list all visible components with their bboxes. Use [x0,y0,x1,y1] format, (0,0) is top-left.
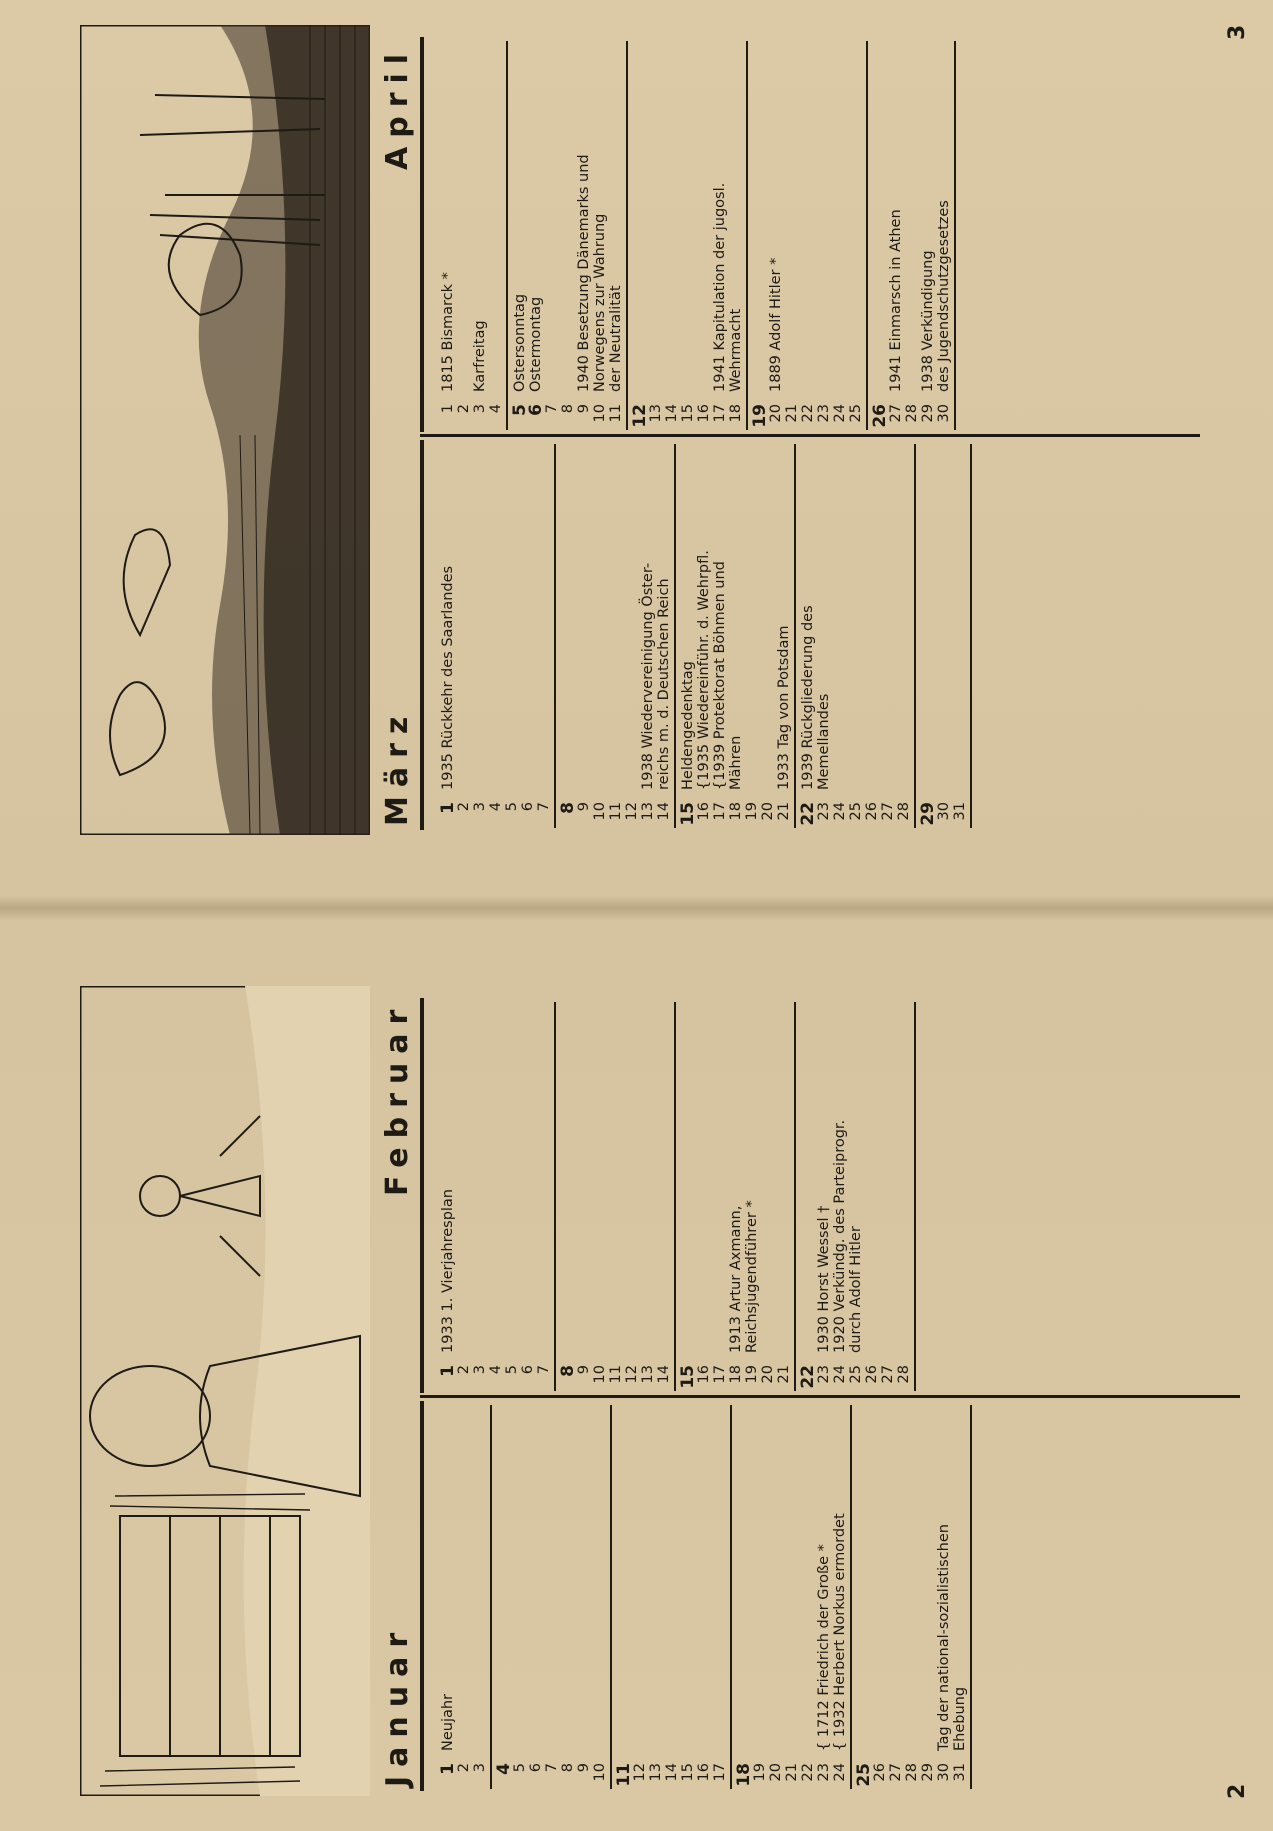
week-separator [554,444,556,828]
day-number: 7 [544,404,560,414]
day-event: Reichsjugendführer * [744,1200,760,1353]
week-block [680,440,792,830]
week-separator [506,41,508,430]
week-block [800,440,912,830]
week-separator [730,1405,732,1789]
week-block [440,37,504,432]
day-number: 10 [592,1763,608,1782]
day-number: 17 [712,1365,728,1384]
day-number: 10 [592,404,608,423]
day-number: 26 [864,1365,880,1384]
week-separator [914,444,916,828]
week-block [680,998,792,1393]
day-number: 28 [904,404,920,423]
day-number: 2 [456,1365,472,1375]
day-number: 11 [608,404,624,423]
week-block [496,1401,608,1791]
page-januar-februar [0,961,1273,1831]
day-event: Karfreitag [472,320,488,392]
day-number: 6 [528,1763,544,1773]
day-number: 16 [696,1365,712,1384]
week-block [752,37,864,432]
day-number: 21 [784,1763,800,1782]
month-title-april: April [380,44,415,170]
day-number: 18 [728,802,744,821]
day-number: 8 [558,1365,578,1377]
week-separator [610,1405,612,1789]
day-number: 3 [472,1365,488,1375]
day-event: {1939 Protektorat Böhmen und [712,561,728,790]
week-separator [866,41,868,430]
day-number: 5 [512,1763,528,1773]
day-number: 3 [472,404,488,414]
day-event: Heldengedenktag [680,661,696,790]
day-number: 3 [472,1763,488,1773]
week-separator [954,41,956,430]
day-number: 14 [656,1365,672,1384]
day-event: reichs m. d. Deutschen Reich [656,578,672,790]
month-rule-januar [420,1401,424,1791]
day-number: 15 [678,802,698,826]
day-number: 5 [504,1365,520,1375]
week-separator [914,1002,916,1391]
week-block [560,440,672,830]
day-number: 12 [630,404,650,428]
day-number: 12 [624,802,640,821]
day-number: 13 [640,1365,656,1384]
day-event: 1941 Kapitulation der jugosl. [712,182,728,392]
week-separator [626,41,628,430]
day-number: 20 [760,1365,776,1384]
day-number: 23 [816,404,832,423]
day-event: der Neutralität [608,285,624,392]
week-block [856,1401,968,1791]
day-number: 12 [632,1763,648,1782]
day-number: 19 [752,1763,768,1782]
day-number: 27 [888,404,904,423]
day-number: 18 [734,1763,754,1787]
day-number: 22 [798,1365,818,1389]
day-number: 22 [798,802,818,826]
day-number: 23 [816,802,832,821]
day-number: 1 [438,1365,458,1377]
day-number: 29 [920,1763,936,1782]
month-rule-april [420,37,424,432]
day-number: 27 [880,802,896,821]
day-number: 6 [520,802,536,812]
week-block [872,37,952,432]
day-number: 30 [936,802,952,821]
week-block [736,1401,848,1791]
day-number: 26 [870,404,890,428]
month-rule-maerz [420,440,424,830]
day-number: 20 [768,1763,784,1782]
day-event: Mähren [728,735,744,790]
day-number: 16 [696,1763,712,1782]
week-block [440,1401,488,1791]
day-number: 14 [664,1763,680,1782]
day-number: 8 [560,404,576,414]
day-event: 1920 Verkündg. des Parteiprogr. [832,1119,848,1353]
day-number: 15 [680,404,696,423]
week-block [800,998,912,1393]
day-number: 15 [678,1365,698,1389]
week-separator [490,1405,492,1789]
week-separator [674,1002,676,1391]
day-number: 11 [608,802,624,821]
week-block [632,37,744,432]
month-divider [420,434,1200,437]
day-number: 28 [904,1763,920,1782]
day-event: Ostersonntag [512,293,528,392]
day-number: 19 [744,1365,760,1384]
day-number: 16 [696,404,712,423]
day-number: 25 [848,1365,864,1384]
day-number: 19 [750,404,770,428]
day-number: 21 [776,802,792,821]
day-number: 7 [544,1763,560,1773]
week-separator [794,444,796,828]
week-separator [850,1405,852,1789]
day-event: Memellandes [816,693,832,790]
day-event: 1889 Adolf Hitler * [768,257,784,392]
day-number: 25 [854,1763,874,1787]
day-number: 26 [872,1763,888,1782]
day-event: Neujahr [440,1693,456,1751]
day-number: 27 [888,1763,904,1782]
month-divider [420,1395,1240,1398]
winter-woodcut-illustration [80,986,370,1796]
day-number: 27 [880,1365,896,1384]
day-event: 1938 Verkündigung [920,250,936,392]
day-number: 10 [592,1365,608,1384]
day-number: 28 [896,1365,912,1384]
page-number-left: 2 [1225,1783,1250,1799]
day-number: 16 [696,802,712,821]
week-block [512,37,624,432]
day-number: 2 [456,1763,472,1773]
page-number-right: 3 [1225,24,1250,40]
day-event: { 1712 Friedrich der Große * [816,1544,832,1751]
day-number: 19 [744,802,760,821]
day-number: 8 [560,1763,576,1773]
day-number: 5 [510,404,530,416]
day-number: 9 [576,1763,592,1773]
day-event: 1815 Bismarck * [440,272,456,392]
day-event: {1935 Wiedereinführ. d. Wehrpfl. [696,550,712,790]
day-number: 4 [494,1763,514,1775]
day-number: 30 [936,1763,952,1782]
day-number: 5 [504,802,520,812]
day-number: 31 [952,802,968,821]
day-number: 28 [896,802,912,821]
day-number: 1 [440,404,456,414]
day-event: 1913 Artur Axmann, [728,1205,744,1353]
day-event: { 1932 Herbert Norkus ermordet [832,1513,848,1751]
day-number: 8 [558,802,578,814]
day-event: Tag der national-sozialistischen [936,1524,952,1751]
month-title-maerz: März [380,707,415,826]
day-number: 4 [488,802,504,812]
day-number: 25 [848,802,864,821]
day-number: 1 [438,1763,458,1775]
week-separator [674,444,676,828]
day-number: 25 [848,404,864,423]
day-number: 11 [608,1365,624,1384]
day-number: 6 [526,404,546,416]
page-fold [0,895,1273,921]
day-number: 4 [488,1365,504,1375]
day-number: 21 [776,1365,792,1384]
day-number: 17 [712,802,728,821]
day-event: 1941 Einmarsch in Athen [888,209,904,392]
day-number: 24 [832,404,848,423]
day-event: Norwegens zur Wahrung [592,213,608,392]
day-number: 24 [832,1763,848,1782]
day-number: 22 [800,404,816,423]
day-number: 9 [576,802,592,812]
day-number: 12 [624,1365,640,1384]
day-number: 14 [664,404,680,423]
day-number: 26 [864,802,880,821]
week-separator [970,1405,972,1789]
day-number: 18 [728,404,744,423]
day-number: 13 [640,802,656,821]
week-block [616,1401,728,1791]
day-number: 9 [576,404,592,414]
day-number: 13 [648,1763,664,1782]
day-number: 31 [952,1763,968,1782]
day-event: 1935 Rückkehr des Saarlandes [440,565,456,790]
day-event: Wehrmacht [728,308,744,392]
week-block [920,440,968,830]
day-number: 3 [472,802,488,812]
day-number: 23 [816,1365,832,1384]
day-event: 1939 Rückgliederung des [800,605,816,790]
day-number: 20 [760,802,776,821]
day-number: 4 [488,404,504,414]
day-number: 17 [712,1763,728,1782]
day-event: des Jugendschutzgesetzes [936,200,952,392]
day-number: 14 [656,802,672,821]
month-rule-februar [420,998,424,1393]
day-number: 24 [832,802,848,821]
day-number: 29 [920,404,936,423]
day-number: 15 [680,1763,696,1782]
day-number: 7 [536,1365,552,1375]
page-maerz-april [0,0,1273,870]
day-number: 9 [576,1365,592,1375]
week-separator [554,1002,556,1391]
day-number: 11 [614,1763,634,1787]
day-event: Ostermontag [528,296,544,392]
day-number: 2 [456,802,472,812]
day-number: 6 [520,1365,536,1375]
week-separator [746,41,748,430]
day-number: 30 [936,404,952,423]
week-block [440,998,552,1393]
day-event: Ehebung [952,1686,968,1751]
day-number: 23 [816,1763,832,1782]
week-block [440,440,552,830]
day-number: 17 [712,404,728,423]
day-event: 1940 Besetzung Dänemarks und [576,154,592,392]
day-number: 7 [536,802,552,812]
day-event: durch Adolf Hitler [848,1226,864,1353]
day-number: 1 [438,802,458,814]
day-event: 1938 Wiedervereinigung Öster- [640,562,656,790]
landscape-woodcut-illustration [80,25,370,835]
day-number: 2 [456,404,472,414]
week-separator [794,1002,796,1391]
day-number: 22 [800,1763,816,1782]
day-number: 13 [648,404,664,423]
day-event: 1933 Tag von Potsdam [776,625,792,790]
day-number: 24 [832,1365,848,1384]
day-number: 29 [918,802,938,826]
month-title-januar: Januar [380,1623,415,1787]
day-event: 1933 1. Vierjahresplan [440,1189,456,1353]
day-number: 10 [592,802,608,821]
day-event: 1930 Horst Wessel † [816,1205,832,1353]
week-block [560,998,672,1393]
week-separator [970,444,972,828]
day-number: 20 [768,404,784,423]
day-number: 21 [784,404,800,423]
day-number: 18 [728,1365,744,1384]
month-title-februar: Februar [380,1000,415,1196]
